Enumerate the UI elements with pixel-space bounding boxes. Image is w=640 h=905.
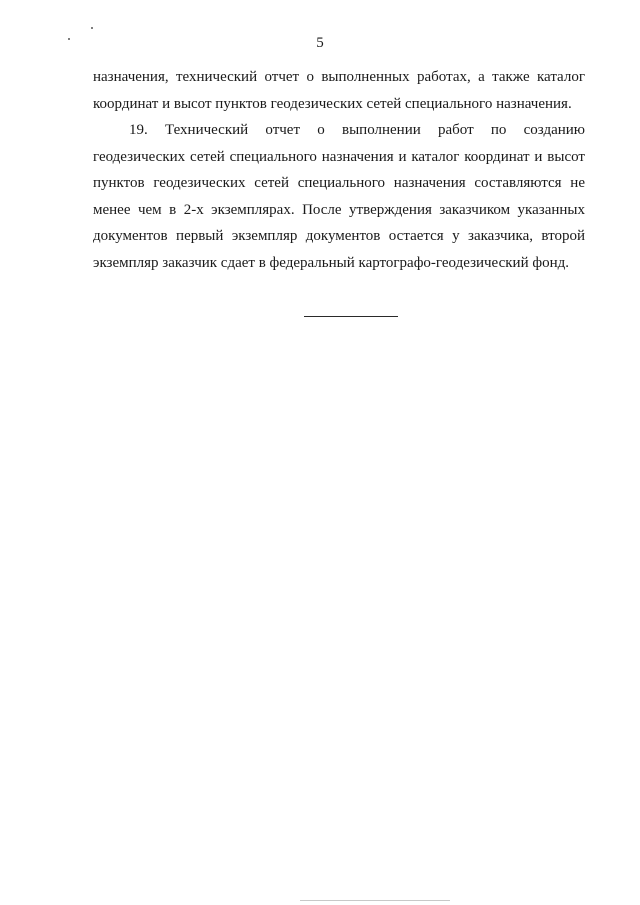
end-of-document-rule — [304, 316, 398, 317]
paragraph-item-19: 19. Технический отчет о выполнении работ по созданию геодезических сетей специального назначения и каталог координат и высот пунктов геодезических сетей специального назначения составляются не менее чем в 2-х экземплярах. После утверждения заказчиком указанных документов первый экземпляр документов остается у заказчика, второй экземпляр заказчик сдает в федеральный картографо-геодезический фонд. — [93, 122, 585, 271]
document-body — [93, 64, 585, 276]
scan-speck — [91, 27, 93, 29]
paragraph-continuation: назначения, технический отчет о выполненных работах, а также каталог координат и высот пунктов геодезических сетей специального назначения. — [93, 69, 585, 112]
page-number: 5 — [316, 35, 324, 51]
scan-bottom-edge — [300, 900, 450, 901]
